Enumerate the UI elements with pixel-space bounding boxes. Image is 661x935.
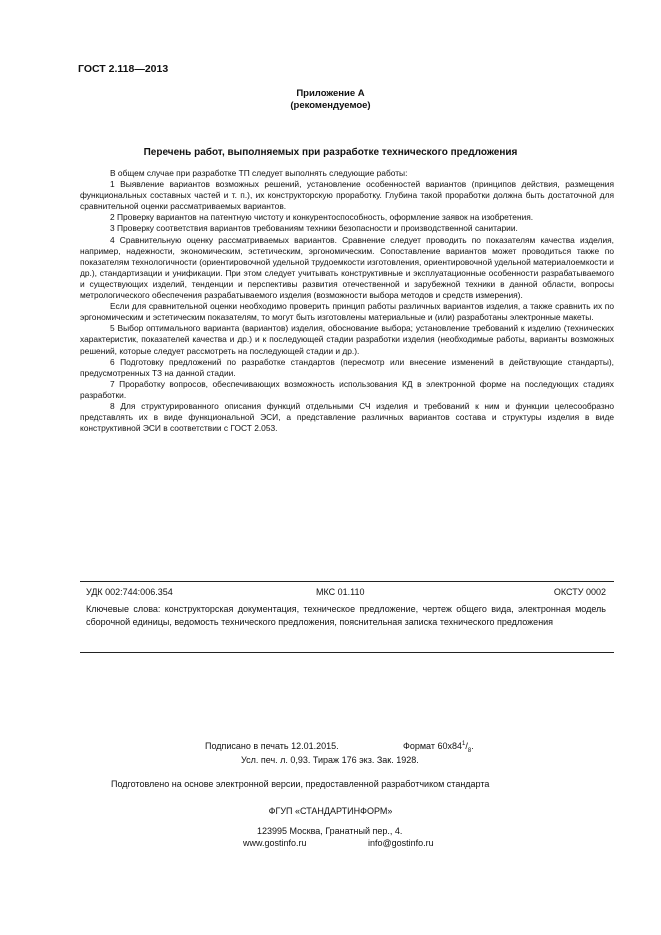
paragraph: Если для сравнительной оценки необходимо проверить принцип работы различных вариантов изделия, а также сравнить их по эргономическим и эстетическим показателям, то могут быть изготовлены материальные и (или) разработаны электронные макеты.: [80, 301, 614, 323]
body-text: [80, 168, 614, 434]
paragraph: В общем случае при разработке ТП следует выполнять следующие работы:: [110, 168, 408, 178]
publisher-name: ФГУП «СТАНДАРТИНФОРМ»: [268, 806, 393, 816]
print-sheets: Усл. печ. л. 0,93. Тираж 176 экз. Зак. 1928.: [241, 755, 419, 765]
okstu-code: ОКСТУ 0002: [553, 587, 606, 597]
appendix-title: Приложение А: [296, 88, 365, 99]
udk-code: УДК 002:744:006.354: [86, 587, 173, 597]
paragraph: 1 Выявление вариантов возможных решений, установление особенностей вариантов (принципов действия, размещения функциональных составных частей и т. п.), их конструкторскую проработку. Глубина такой проработки должна быть достаточной для сравнительной оценки рассматриваемых вариантов.: [80, 179, 614, 212]
paragraph: 5 Выбор оптимального варианта (вариантов) изделия, обоснование выбора; установление требований к изделию (технических характеристик, показателей качества и др.) и к последующей стадии разработки изделия (необходимые работы, варианты возможных решений, которые следует рассмотреть на последующей стадии и др.).: [80, 323, 614, 356]
paragraph: 4 Сравнительную оценку рассматриваемых вариантов. Сравнение следует проводить по показателям качества изделия, например, надежности, экономическим, эстетическим, эргономическим. Сопоставление вариантов может проводиться также по показателям технологичности (ориентировочной удельной трудоемкости изготовления, ориентировочной удельной материалоемкости и др.), стандартизации и унификации. При этом следует учитывать конструктивные и эксплуатационные особенности разрабатываемого и существующих изделий, тенденции и перспективы развития отечественной и зарубежной техники в данной области, вопросы метрологического обеспечения разрабатываемого изделия (возможности выбора методов и средств измерения).: [80, 234, 614, 301]
bottom-divider: [80, 652, 614, 653]
paragraph: 2 Проверку вариантов на патентную чистоту и конкурентоспособность, оформление заявок на изобретения.: [110, 212, 534, 223]
format-numerator: 1: [462, 741, 466, 747]
signed-date: Подписано в печать 12.01.2015.: [205, 741, 339, 751]
paragraph: 3 Проверку соответствия вариантов требованиям техники безопасности и производственной санитарии.: [110, 223, 518, 234]
section-title: Перечень работ, выполняемых при разработке технического предложения: [143, 147, 518, 158]
top-divider: [80, 581, 614, 582]
keywords: Ключевые слова: конструкторская документация, техническое предложение, чертеж общего вида, электронная модель сборочной единицы, ведомость технического предложения, пояснительная записка технического предложения: [86, 604, 606, 627]
appendix-heading: [0, 88, 661, 112]
publisher-address: 123995 Москва, Гранатный пер., 4.: [257, 826, 403, 836]
prepared-note: Подготовлено на основе электронной версии, предоставленной разработчиком стандарта: [111, 779, 490, 789]
paragraph: 6 Подготовку предложений по разработке стандартов (пересмотр или внесение изменений в действующие стандарты), предусмотренных ТЗ на данной стадии.: [80, 356, 614, 378]
standard-code: ГОСТ 2.118—2013: [78, 63, 169, 75]
publisher-website[interactable]: www.gostinfo.ru: [243, 838, 307, 848]
paragraph: 7 Проработку вопросов, обеспечивающих возможность использования КД в электронной форме на последующих стадиях разработки.: [80, 378, 614, 400]
format-end: .: [471, 741, 474, 751]
print-format: Формат $60х84^1/_8$.: [403, 741, 474, 754]
publisher-email[interactable]: info@gostinfo.ru: [368, 838, 434, 848]
format-denominator: 8: [467, 747, 472, 754]
format-label: Формат 60х84: [403, 741, 462, 751]
mks-code: МКС 01.110: [316, 587, 365, 597]
appendix-status: (рекомендуемое): [290, 100, 371, 111]
paragraph: 8 Для структурированного описания функций отдельными СЧ изделия и требований к ним и функции целесообразно представлять их в виде функциональной ЭСИ, а представление различных вариантов состава и структуры изделия в виде конструктивной ЭСИ в соответствии с ГОСТ 2.053.: [80, 400, 614, 434]
